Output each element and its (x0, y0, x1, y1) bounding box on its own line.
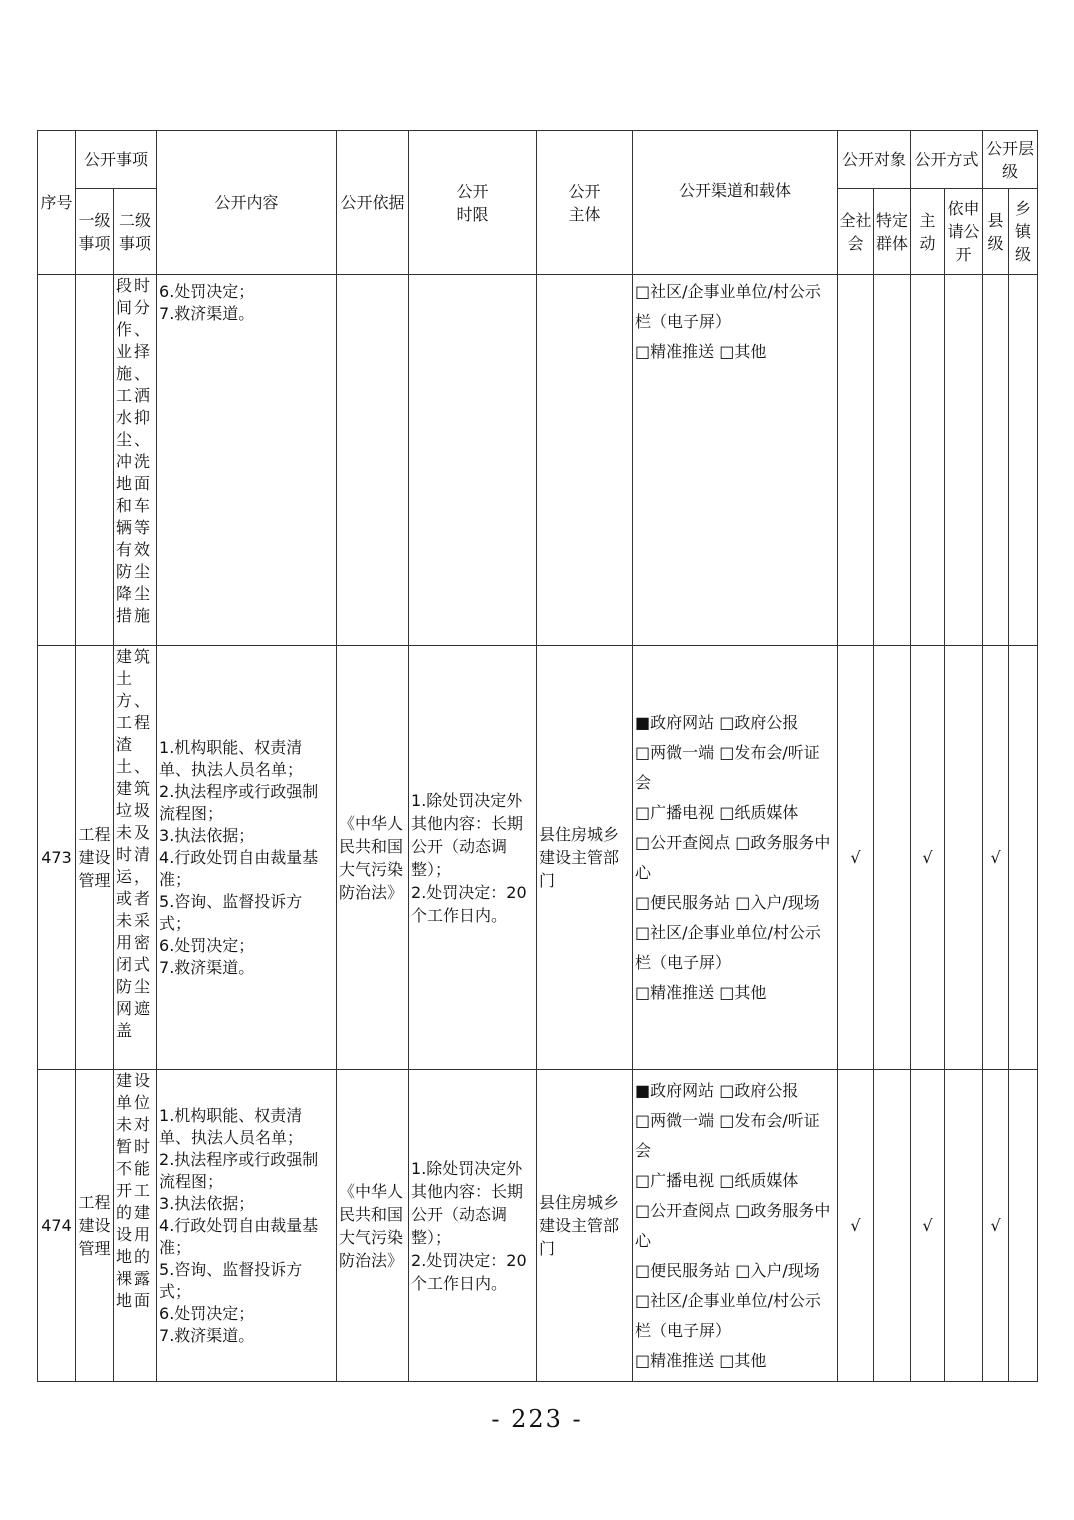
header-level1: 一级事项 (76, 189, 114, 275)
channel-option: ■政府网站 □政府公报 (635, 712, 799, 732)
row-basis: 《中华人民共和国大气污染防治法》 (337, 1070, 409, 1382)
row-subject: 县住房城乡建设主管部门 (537, 1070, 633, 1382)
table-row (38, 1070, 1038, 1382)
row-channels (633, 646, 838, 1070)
row-level-town (1009, 646, 1038, 1070)
table-row (38, 275, 1038, 646)
row-seq: 474 (38, 1070, 76, 1382)
row-level2: 建筑土方、工程渣土、建筑垃圾未及时清运，或者未采用密闭式防尘网遮盖 (114, 646, 157, 1070)
header-channels: 公开渠道和载体 (633, 131, 838, 275)
header-target: 公开对象 (838, 131, 911, 189)
channel-option: □精准推送 □其他 (635, 342, 767, 361)
row-target-all (838, 275, 874, 646)
header-method: 公开方式 (911, 131, 983, 189)
header-level-town: 乡镇级 (1009, 189, 1038, 275)
row-channels (633, 275, 838, 646)
row-target-group (874, 275, 911, 646)
row-level-county: √ (983, 1070, 1009, 1382)
header-level-county: 县级 (983, 189, 1009, 275)
row-method-active: √ (911, 646, 945, 1070)
channel-option: □社区/企事业单位/村公示栏（电子屏） (635, 922, 821, 972)
channel-option: □精准推送 □其他 (635, 982, 767, 1002)
channel-option: □社区/企事业单位/村公示栏（电子屏） (635, 282, 821, 331)
header-level2: 二级事项 (114, 189, 157, 275)
page-number: - 223 - (491, 1405, 583, 1433)
table-row (38, 646, 1038, 1070)
row-target-all: √ (838, 646, 874, 1070)
row-basis (337, 275, 409, 646)
row-seq (38, 275, 76, 646)
row-method-active (911, 275, 945, 646)
channel-option: □便民服务站 □入户/现场 (635, 1260, 820, 1280)
header-basis: 公开依据 (337, 131, 409, 275)
row-level-county: √ (983, 646, 1009, 1070)
row-target-group (874, 1070, 911, 1382)
row-seq: 473 (38, 646, 76, 1070)
row-subject (537, 275, 633, 646)
disclosure-table (37, 130, 1038, 1382)
row-basis: 《中华人民共和国大气污染防治法》 (337, 646, 409, 1070)
header-seq: 序号 (38, 131, 76, 275)
header-time-limit: 公开 时限 (409, 131, 537, 275)
row-target-all: √ (838, 1070, 874, 1382)
row-content: 6.处罚决定； 7.救济渠道。 (157, 275, 337, 646)
row-time-limit (409, 275, 537, 646)
channel-option: □广播电视 □纸质媒体 (635, 1170, 799, 1190)
row-method-apply (945, 275, 983, 646)
row-target-group (874, 646, 911, 1070)
header-method-apply: 依申请公开 (945, 189, 983, 275)
header-subject: 公开 主体 (537, 131, 633, 275)
row-level-town (1009, 275, 1038, 646)
row-method-active: √ (911, 1070, 945, 1382)
header-matters: 公开事项 (76, 131, 157, 189)
channel-option: □公开查阅点 □政务服务中心 (635, 1200, 831, 1250)
channel-option: □便民服务站 □入户/现场 (635, 892, 820, 912)
row-level2: 建设单位未对暂时不能开工的建设用地的裸露地面 (114, 1070, 157, 1382)
header-level: 公开层级 (983, 131, 1038, 189)
row-channels (633, 1070, 838, 1382)
channel-option: □两微一端 □发布会/听证会 (635, 742, 820, 792)
channel-option: □公开查阅点 □政务服务中心 (635, 832, 831, 882)
header-target-group: 特定群体 (874, 189, 911, 275)
row-level1 (76, 275, 114, 646)
row-subject: 县住房城乡建设主管部门 (537, 646, 633, 1070)
channel-option: □社区/企事业单位/村公示栏（电子屏） (635, 1290, 821, 1340)
row-method-apply (945, 646, 983, 1070)
row-content: 1.机构职能、权责清单、执法人员名单； 2.执法程序或行政强制流程图； 3.执法依据； 4.行政处罚自由裁量基准； 5.咨询、监督投诉方式； 6.处罚决定； 7.救济渠道。 (157, 646, 337, 1070)
row-time-limit: 1.除处罚决定外其他内容：长期公开（动态调整）； 2.处罚决定：20个工作日内。 (409, 1070, 537, 1382)
channel-option: □广播电视 □纸质媒体 (635, 802, 799, 822)
row-time-limit: 1.除处罚决定外其他内容：长期公开（动态调整）； 2.处罚决定：20个工作日内。 (409, 646, 537, 1070)
row-level-county (983, 275, 1009, 646)
channel-option: □精准推送 □其他 (635, 1350, 767, 1370)
row-level2: 段时间分作、业择施、工洒水抑尘、冲洗地面和车辆等有效防尘降尘措施 (114, 275, 157, 646)
row-level-town (1009, 1070, 1038, 1382)
channel-option: □两微一端 □发布会/听证会 (635, 1110, 820, 1160)
row-content: 1.机构职能、权责清单、执法人员名单； 2.执法程序或行政强制流程图； 3.执法依据； 4.行政处罚自由裁量基准； 5.咨询、监督投诉方式； 6.处罚决定； 7.救济渠道。 (157, 1070, 337, 1382)
header-target-all: 全社会 (838, 189, 874, 275)
row-method-apply (945, 1070, 983, 1382)
channel-option: ■政府网站 □政府公报 (635, 1080, 799, 1100)
header-content: 公开内容 (157, 131, 337, 275)
header-method-active: 主动 (911, 189, 945, 275)
row-level1: 工程建设管理 (76, 1070, 114, 1382)
row-level1: 工程建设管理 (76, 646, 114, 1070)
